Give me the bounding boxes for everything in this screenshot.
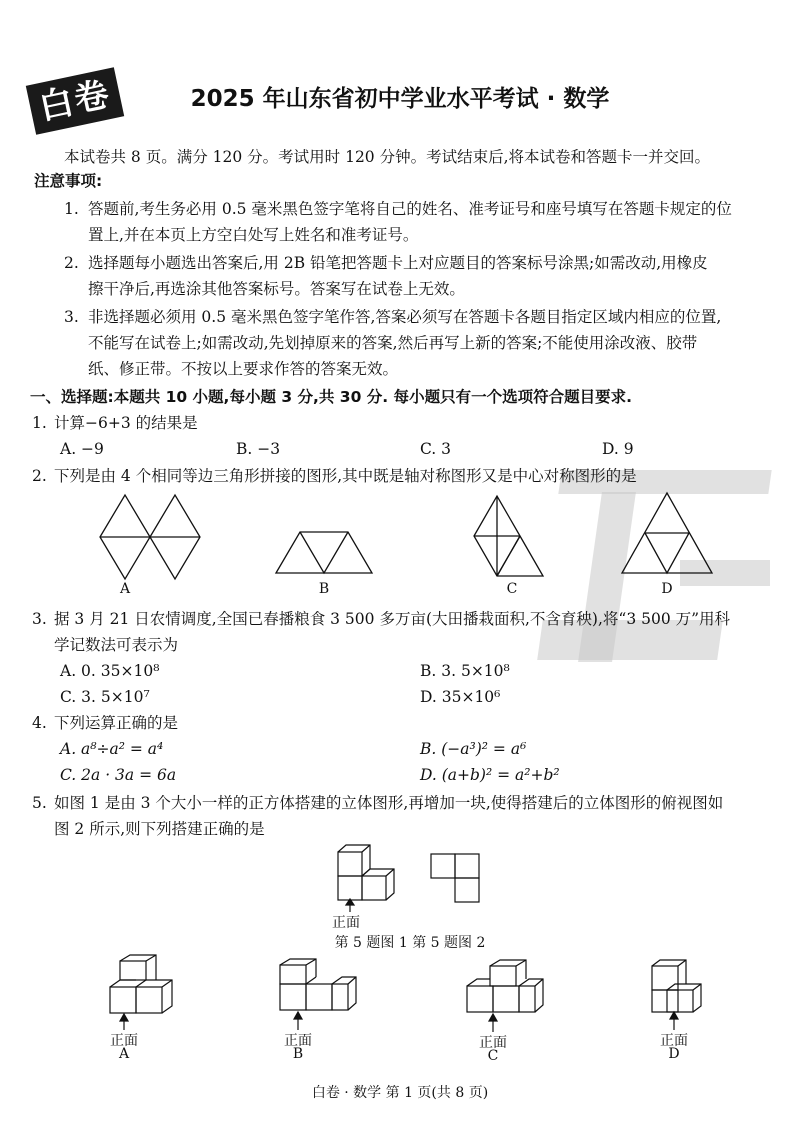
q2-label-d: D [661, 581, 673, 597]
q5-label-c: C [487, 1048, 499, 1064]
notice-line: 纸、修正带。不按以上要求作答的答案无效。 [88, 360, 399, 378]
question-stem: 图 2 所示,则下列搭建正确的是 [54, 820, 265, 838]
notice-num: 1. [64, 200, 79, 218]
notice-heading: 注意事项: [34, 172, 103, 190]
q2-figure-c [474, 496, 543, 576]
notice-num: 2. [64, 254, 79, 272]
notice-line: 擦干净后,再选涂其他答案标号。答案写在试卷上无效。 [88, 280, 465, 298]
option-c: C. 2a · 3a = 6a [60, 766, 177, 784]
question-number: 3. [32, 610, 47, 628]
q5-label-d: D [668, 1046, 680, 1062]
question-stem: 计算−6+3 的结果是 [54, 414, 198, 432]
q5-option-d [652, 960, 701, 1030]
front-label: 正面 [660, 1033, 688, 1049]
q5-option-c [467, 960, 543, 1032]
option-b: B. −3 [236, 440, 281, 458]
q2-label-b: B [318, 581, 330, 597]
option-d: D. (a+b)² = a²+b² [420, 766, 560, 784]
q5-figure-caption: 第 5 题图 1 第 5 题图 2 [334, 935, 486, 951]
q5-label-b: B [292, 1046, 304, 1062]
notice-line: 选择题每小题选出答案后,用 2B 铅笔把答题卡上对应题目的答案标号涂黑;如需改动,用橡皮 [88, 254, 708, 272]
question-stem: 下列运算正确的是 [54, 714, 179, 732]
q5-option-a [110, 955, 172, 1030]
option-a: A. 0. 35×10⁸ [60, 662, 160, 680]
q2-figure-a [100, 495, 200, 579]
question-stem: 下列是由 4 个相同等边三角形拼接的图形,其中既是轴对称图形又是中心对称图形的是 [54, 467, 637, 485]
paper-badge: 白卷 [26, 67, 124, 135]
q2-figure-d [622, 493, 712, 573]
option-a: A. −9 [60, 440, 104, 458]
question-number: 4. [32, 714, 47, 732]
option-c: C. 3 [420, 440, 452, 458]
q5-label-a: A [118, 1046, 130, 1062]
option-d: D. 35×10⁶ [420, 688, 501, 706]
option-d: D. 9 [602, 440, 634, 458]
question-number: 2. [32, 467, 47, 485]
question-number: 5. [32, 794, 47, 812]
q2-label-c: C [506, 581, 518, 597]
exam-title: 2025 年山东省初中学业水平考试 · 数学 [190, 86, 610, 112]
notice-line: 非选择题必须用 0.5 毫米黑色签字笔作答,答案必须写在答题卡各题目指定区域内相应的位置, [88, 308, 722, 326]
q5-option-b [280, 959, 356, 1030]
notice-line: 置上,并在本页上方空白处写上姓名和准考证号。 [88, 226, 419, 244]
front-label: 正面 [332, 915, 360, 931]
question-stem: 据 3 月 21 日农情调度,全国已春播粮食 3 500 多万亩(大田播栽面积,不含育秧),将“3 500 万”用科 [54, 610, 731, 628]
option-b: B. 3. 5×10⁸ [420, 662, 510, 680]
front-label: 正面 [284, 1033, 312, 1049]
front-label: 正面 [110, 1033, 138, 1049]
option-a: A. a⁸÷a² = a⁴ [60, 740, 164, 758]
front-label: 正面 [479, 1035, 507, 1051]
intro-text: 本试卷共 8 页。满分 120 分。考试用时 120 分钟。考试结束后,将本试卷和答题卡一并交回。 [64, 148, 711, 166]
question-number: 1. [32, 414, 47, 432]
q5-figure-1 [338, 845, 394, 912]
question-stem: 学记数法可表示为 [54, 636, 179, 654]
notice-num: 3. [64, 308, 79, 326]
question-stem: 如图 1 是由 3 个大小一样的正方体搭建的立体图形,再增加一块,使得搭建后的立体图形的俯视图如 [54, 794, 724, 812]
notice-line: 不能写在试卷上;如需改动,先划掉原来的答案,然后再写上新的答案;不能使用涂改液、胶带 [88, 334, 698, 352]
page-footer: 白卷 · 数学 第 1 页(共 8 页) [311, 1085, 489, 1101]
option-c: C. 3. 5×10⁷ [60, 688, 150, 706]
option-b: B. (−a³)² = a⁶ [420, 740, 527, 758]
q2-label-a: A [119, 581, 131, 597]
q5-figure-2 [431, 854, 479, 902]
section-heading: 一、选择题:本题共 10 小题,每小题 3 分,共 30 分. 每小题只有一个选项符合题目要求. [30, 388, 632, 406]
q2-figure-b [276, 532, 372, 573]
notice-line: 答题前,考生务必用 0.5 毫米黑色签字笔将自己的姓名、准考证号和座号填写在答题卡规定的位 [88, 200, 732, 218]
